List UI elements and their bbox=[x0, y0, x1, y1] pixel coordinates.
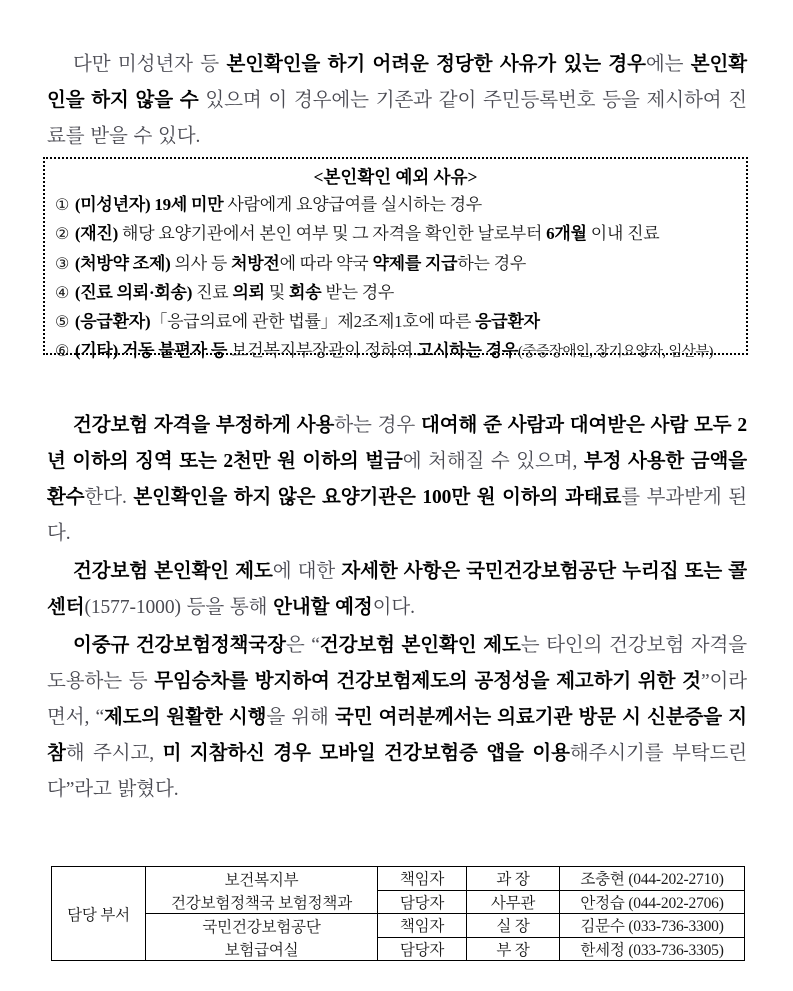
text-run: 안내할 예정 bbox=[273, 596, 373, 618]
text-run: 본인확인을 하기 어려운 정당한 사유가 있는 경우 bbox=[226, 53, 646, 75]
text-run: (처방약 조제) bbox=[74, 253, 175, 273]
rank-cell: 사무관 bbox=[467, 890, 560, 914]
text-run: 응급환자 bbox=[475, 312, 540, 332]
rank-cell: 과 장 bbox=[467, 867, 560, 891]
organization-cell: 보험급여실 bbox=[146, 937, 378, 961]
exception-item-number: ⑥ bbox=[55, 343, 73, 361]
text-run: 무임승차를 방지하여 건강보험제도의 공정성을 제고하기 위한 것 bbox=[154, 670, 701, 692]
text-run: 을 위해 bbox=[266, 706, 335, 728]
text-run: 은 “ bbox=[285, 634, 320, 656]
exception-item bbox=[55, 191, 736, 220]
contact-table bbox=[51, 866, 745, 961]
person-contact-cell: 조충현 (044-202-2710) bbox=[560, 867, 745, 891]
table-row bbox=[52, 890, 745, 914]
text-run: (1577-1000) 등을 통해 bbox=[84, 596, 274, 618]
contact-table-body bbox=[52, 867, 745, 961]
text-run: 해 주시고, bbox=[65, 742, 163, 764]
text-run: (미성년자) 19세 미만 bbox=[74, 195, 228, 214]
table-row bbox=[52, 937, 745, 961]
paragraph-penalty bbox=[47, 408, 747, 552]
role-cell: 담당자 bbox=[378, 890, 467, 914]
text-run: 및 bbox=[268, 282, 290, 302]
text-run: 국민 여러분께서는 의료기관 방문 시 신분증을 지참 bbox=[47, 706, 747, 764]
text-run: (재진) bbox=[74, 224, 123, 244]
text-run: (기타) 거동 불편자 등 bbox=[74, 341, 232, 361]
exception-item bbox=[55, 220, 736, 249]
text-run: 사람에게 요양급여를 실시하는 경우 bbox=[227, 195, 482, 214]
text-run: 회송 bbox=[289, 282, 326, 302]
text-run: (진료 의뢰·회송) bbox=[74, 282, 197, 302]
person-contact-cell: 김문수 (033-736-3300) bbox=[560, 914, 745, 938]
role-cell: 담당자 bbox=[378, 937, 467, 961]
text-run: 이다. bbox=[372, 596, 415, 618]
text-run: 처방전 bbox=[231, 253, 280, 273]
text-run: 에 처해질 수 있으며, bbox=[402, 450, 584, 472]
role-cell: 책임자 bbox=[378, 914, 467, 938]
person-contact-cell: 한세정 (033-736-3305) bbox=[560, 937, 745, 961]
text-run: 건강보험 자격을 부정하게 사용 bbox=[73, 414, 335, 436]
exception-item-list bbox=[55, 191, 736, 367]
exception-item-number: ③ bbox=[55, 255, 73, 273]
exception-item bbox=[55, 250, 736, 279]
text-run: 고시하는 경우 bbox=[416, 341, 518, 361]
text-run: 이내 진료 bbox=[590, 224, 660, 244]
paragraph-intro bbox=[47, 47, 747, 155]
exception-item-number: ② bbox=[55, 226, 73, 244]
text-run: 받는 경우 bbox=[325, 282, 395, 302]
text-run: 이중규 건강보험정책국장 bbox=[73, 634, 286, 656]
person-contact-cell: 안정습 (044-202-2706) bbox=[560, 890, 745, 914]
text-run: 해당 요양기관에서 본인 여부 및 그 자격을 확인한 날로부터 bbox=[122, 224, 547, 244]
exception-item bbox=[55, 337, 736, 366]
text-run: 에 대한 bbox=[272, 560, 342, 582]
rank-cell: 실 장 bbox=[467, 914, 560, 938]
rank-cell: 부 장 bbox=[467, 937, 560, 961]
text-run: 본인확인을 하지 않은 요양기관은 100만 원 이하의 과태료 bbox=[133, 486, 622, 508]
table-row bbox=[52, 867, 745, 891]
text-run: 의뢰 bbox=[232, 282, 269, 302]
organization-cell: 보건복지부 bbox=[146, 867, 378, 891]
text-run: 하는 경우 bbox=[334, 414, 421, 436]
organization-cell: 건강보험정책국 보험정책과 bbox=[146, 890, 378, 914]
text-run: 「응급의료에 관한 법률」제2조제1호에 따른 bbox=[150, 312, 476, 332]
exception-reasons-box bbox=[43, 157, 748, 361]
text-run: 해주시기를 부탁드린다”라고 밝혔다. bbox=[47, 742, 747, 800]
text-run: 미 지참하신 경우 모바일 건강보험증 앱을 이용 bbox=[162, 742, 570, 764]
exception-item bbox=[55, 308, 736, 337]
text-run: 의사 등 bbox=[174, 253, 232, 273]
text-run: ”이라면서, “ bbox=[47, 670, 747, 728]
text-run: 에는 bbox=[645, 53, 691, 75]
text-run: 는 타인의 건강보험 자격을 도용하는 등 bbox=[47, 634, 747, 692]
text-run: (응급환자) bbox=[74, 312, 151, 332]
paragraph-info bbox=[47, 554, 747, 626]
text-run: 진료 bbox=[196, 282, 233, 302]
text-run: 대여해 준 사람과 대여받은 사람 모두 2년 이하의 징역 또는 2천만 원 이하의 벌금 bbox=[47, 414, 748, 472]
text-run: 에 따라 약국 bbox=[279, 253, 373, 273]
exception-item-number: ④ bbox=[55, 284, 73, 302]
text-run: 를 부과받게 된다. bbox=[47, 486, 747, 544]
text-run: 건강보험 본인확인 제도 bbox=[73, 560, 273, 582]
text-run: 다만 미성년자 등 bbox=[73, 53, 227, 75]
table-row bbox=[52, 914, 745, 938]
text-run: 본인확인을 하지 않을 수 bbox=[47, 53, 748, 111]
contact-label-cell: 담당 부서 bbox=[52, 867, 146, 961]
text-run: 부정 사용한 금액을 환수 bbox=[47, 450, 747, 508]
role-cell: 책임자 bbox=[378, 867, 467, 891]
text-run: 하는 경우 bbox=[457, 253, 527, 273]
exception-item-number: ① bbox=[55, 197, 73, 214]
paragraph-quote bbox=[47, 628, 747, 808]
exception-box-title: <본인확인 예외 사유> bbox=[313, 167, 478, 187]
text-run: 건강보험 본인확인 제도 bbox=[319, 634, 521, 656]
text-run: 약제를 지급 bbox=[372, 253, 458, 273]
text-run: 한다. bbox=[84, 486, 134, 508]
exception-item bbox=[55, 279, 736, 308]
text-run: (중증장애인, 장기요양자, 임산부) bbox=[518, 344, 713, 361]
text-run: 보건복지부장관이 정하여 bbox=[231, 341, 417, 361]
exception-item-number: ⑤ bbox=[55, 314, 73, 332]
text-run: 자세한 사항은 국민건강보험공단 누리집 또는 콜센터 bbox=[47, 560, 748, 618]
text-run: 6개월 bbox=[546, 224, 591, 244]
text-run: 있으며 이 경우에는 기존과 같이 주민등록번호 등을 제시하여 진료를 받을 수 있다. bbox=[47, 89, 747, 147]
organization-cell: 국민건강보험공단 bbox=[146, 914, 378, 938]
text-run: 제도의 원활한 시행 bbox=[104, 706, 267, 728]
